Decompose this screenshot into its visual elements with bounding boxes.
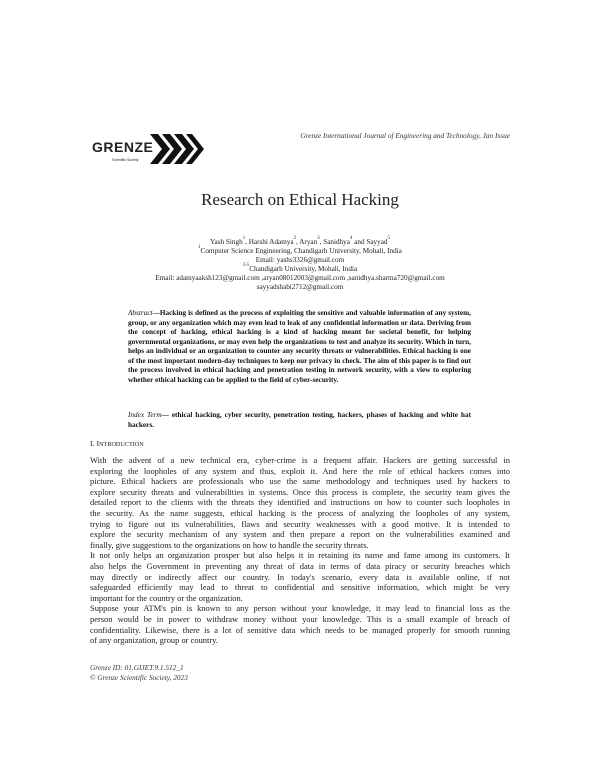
body-text: [90, 455, 510, 646]
affiliation-1-text: Computer Science Engineering, Chandigarh University, Mohali, India: [200, 247, 402, 255]
text-line: important for the country or the organization.: [90, 592, 243, 603]
affiliation-2: [0, 265, 600, 274]
svg-text:GRENZE: GRENZE: [92, 139, 154, 155]
author-separator: and: [352, 238, 367, 246]
author-sup: 3: [317, 236, 320, 241]
section-heading: [90, 439, 144, 448]
paragraph: [90, 603, 510, 645]
footer: [90, 663, 188, 683]
affiliation-2-text: Chandigarh University, Mohali, India: [249, 265, 358, 273]
authors-block: [0, 238, 600, 292]
email-3: sayyadshabi2712@gmail.com: [256, 283, 344, 291]
text-line: With the advent of a new technical era, cyber-crime is a frequent affair. Hackers are getting successful in: [90, 455, 510, 465]
section-number: I. I: [90, 439, 100, 448]
author-separator: ,: [296, 238, 300, 246]
text-line: finally, give suggestions to the organizations on how to handle the security threats.: [90, 539, 369, 550]
author-separator: ,: [245, 238, 249, 246]
author-sup: 5: [387, 236, 390, 241]
author-sup: 2: [293, 236, 297, 241]
affiliation-2-sup: 2-5: [242, 263, 250, 268]
affiliation-1: [0, 247, 600, 256]
index-terms-label: Index Term: [128, 411, 162, 419]
text-line: trying to figure out its vulnerabilities, flaws and security weaknesses with a good motive. It is intended to: [90, 518, 510, 529]
journal-header: Grenze International Journal of Engineering and Technology, Jan Issue: [300, 131, 510, 140]
author-sup: 1: [242, 236, 246, 241]
text-line: detailed report to the clients with the threats they identified and instructions on how to counter such loopholes in: [90, 497, 510, 508]
text-line: explore security threats and vulnerabilities in systems. Once this process is complete, the security team gives the: [90, 486, 510, 497]
text-line: the security. As the name suggests, ethical hacking is the process of analyzing the loopholes of any system,: [90, 507, 510, 518]
author-name: Sanidhya: [323, 238, 350, 246]
index-terms: [128, 411, 471, 430]
text-line: person would be in power to withdraw money without your knowledge. This is a small example of breach of: [90, 613, 510, 624]
author-separator: ,: [319, 238, 324, 246]
email-2: Email: adamyaaksh123@gmail.com ,aryan08012003@gmail.com ,sanidhya.sharma720@gmail.com: [155, 274, 445, 282]
text-line: of any organization, group or country.: [90, 635, 218, 646]
section-title: NTRODUCTION: [99, 441, 144, 448]
copyright: © Grenze Scientific Society, 2023: [90, 673, 188, 682]
index-terms-text: — ethical hacking, cyber security, penetration testing, hackers, phases of hacking and white hat hackers.: [128, 411, 471, 429]
abstract-text: —Hacking is defined as the process of exploiting the sensitive and valuable information of any system, group, or any organization which may even lead to leak of any confidential information or data. Deriving from the concept of hacking, ethical hacking is a kind of hacking meant for societal benefit, for helping governmental organizations, or may even help the organizations to test and analyze its security. Which in turn, helps an individual or an organization to counter any security threats or vulnerabilities. Ethical hacking is one of the most important modern-day techniques to keep our privacy in check. The aim of this paper is to find out the process involved in ethical hacking and penetration testing in network security, with a view to exploring whether ethical hacking can be applied to the field of cyber-security.: [128, 309, 471, 384]
grenze-id: Grenze ID: 01.GIJET.9.1.512_1: [90, 663, 184, 672]
author-names: [0, 238, 600, 247]
svg-text:Scientific Society: Scientific Society: [112, 158, 139, 162]
grenze-logo: [92, 132, 204, 166]
abstract: [128, 309, 471, 385]
author-name: Harshi Adamya: [248, 238, 294, 246]
text-line: confidentiality. Likewise, there is a lot of sensitive data which needs to be managed properly for smooth running: [90, 624, 510, 635]
text-line: Suppose your ATM's pin is known to any person without your knowledge, it may lead to financial loss as the: [90, 603, 510, 614]
author-sup: 4: [349, 236, 353, 241]
text-line: also helps the Government in preventing any threat of data in terms of data piracy or security breaches which: [90, 560, 510, 571]
text-line: It not only helps an organization prosper but also helps it in retaining its name and fame among its customers. It: [90, 550, 510, 561]
abstract-label: Abstract: [128, 309, 153, 317]
text-line: may directly or indirectly affect our country. In today's scenario, every data is available online, if not: [90, 571, 510, 582]
email-1: Email: yashs3326@gmail.com: [255, 256, 345, 264]
affiliation-1-sup: 1: [198, 245, 201, 250]
text-line: picture. Ethical hackers are professionals who use the same methodology and techniques used by hackers to: [90, 476, 510, 487]
author-name: Yash Singh: [210, 238, 243, 246]
text-line: exploring the loopholes of any system and thus, exploit it. And here the role of ethical hackers comes into: [90, 465, 510, 476]
text-line: safeguarded efficiently may lead to threat to confidential and sensitive information, which might be very: [90, 582, 510, 593]
paragraph: [90, 455, 510, 550]
author-name: Aryan: [299, 238, 318, 246]
paper-title: Research on Ethical Hacking: [201, 190, 399, 209]
author-name: Sayyad: [366, 238, 388, 246]
text-line: explore the security mechanism of any system and then prepare a report on the vulnerabilities examined and: [90, 529, 510, 540]
paragraph: [90, 550, 510, 603]
